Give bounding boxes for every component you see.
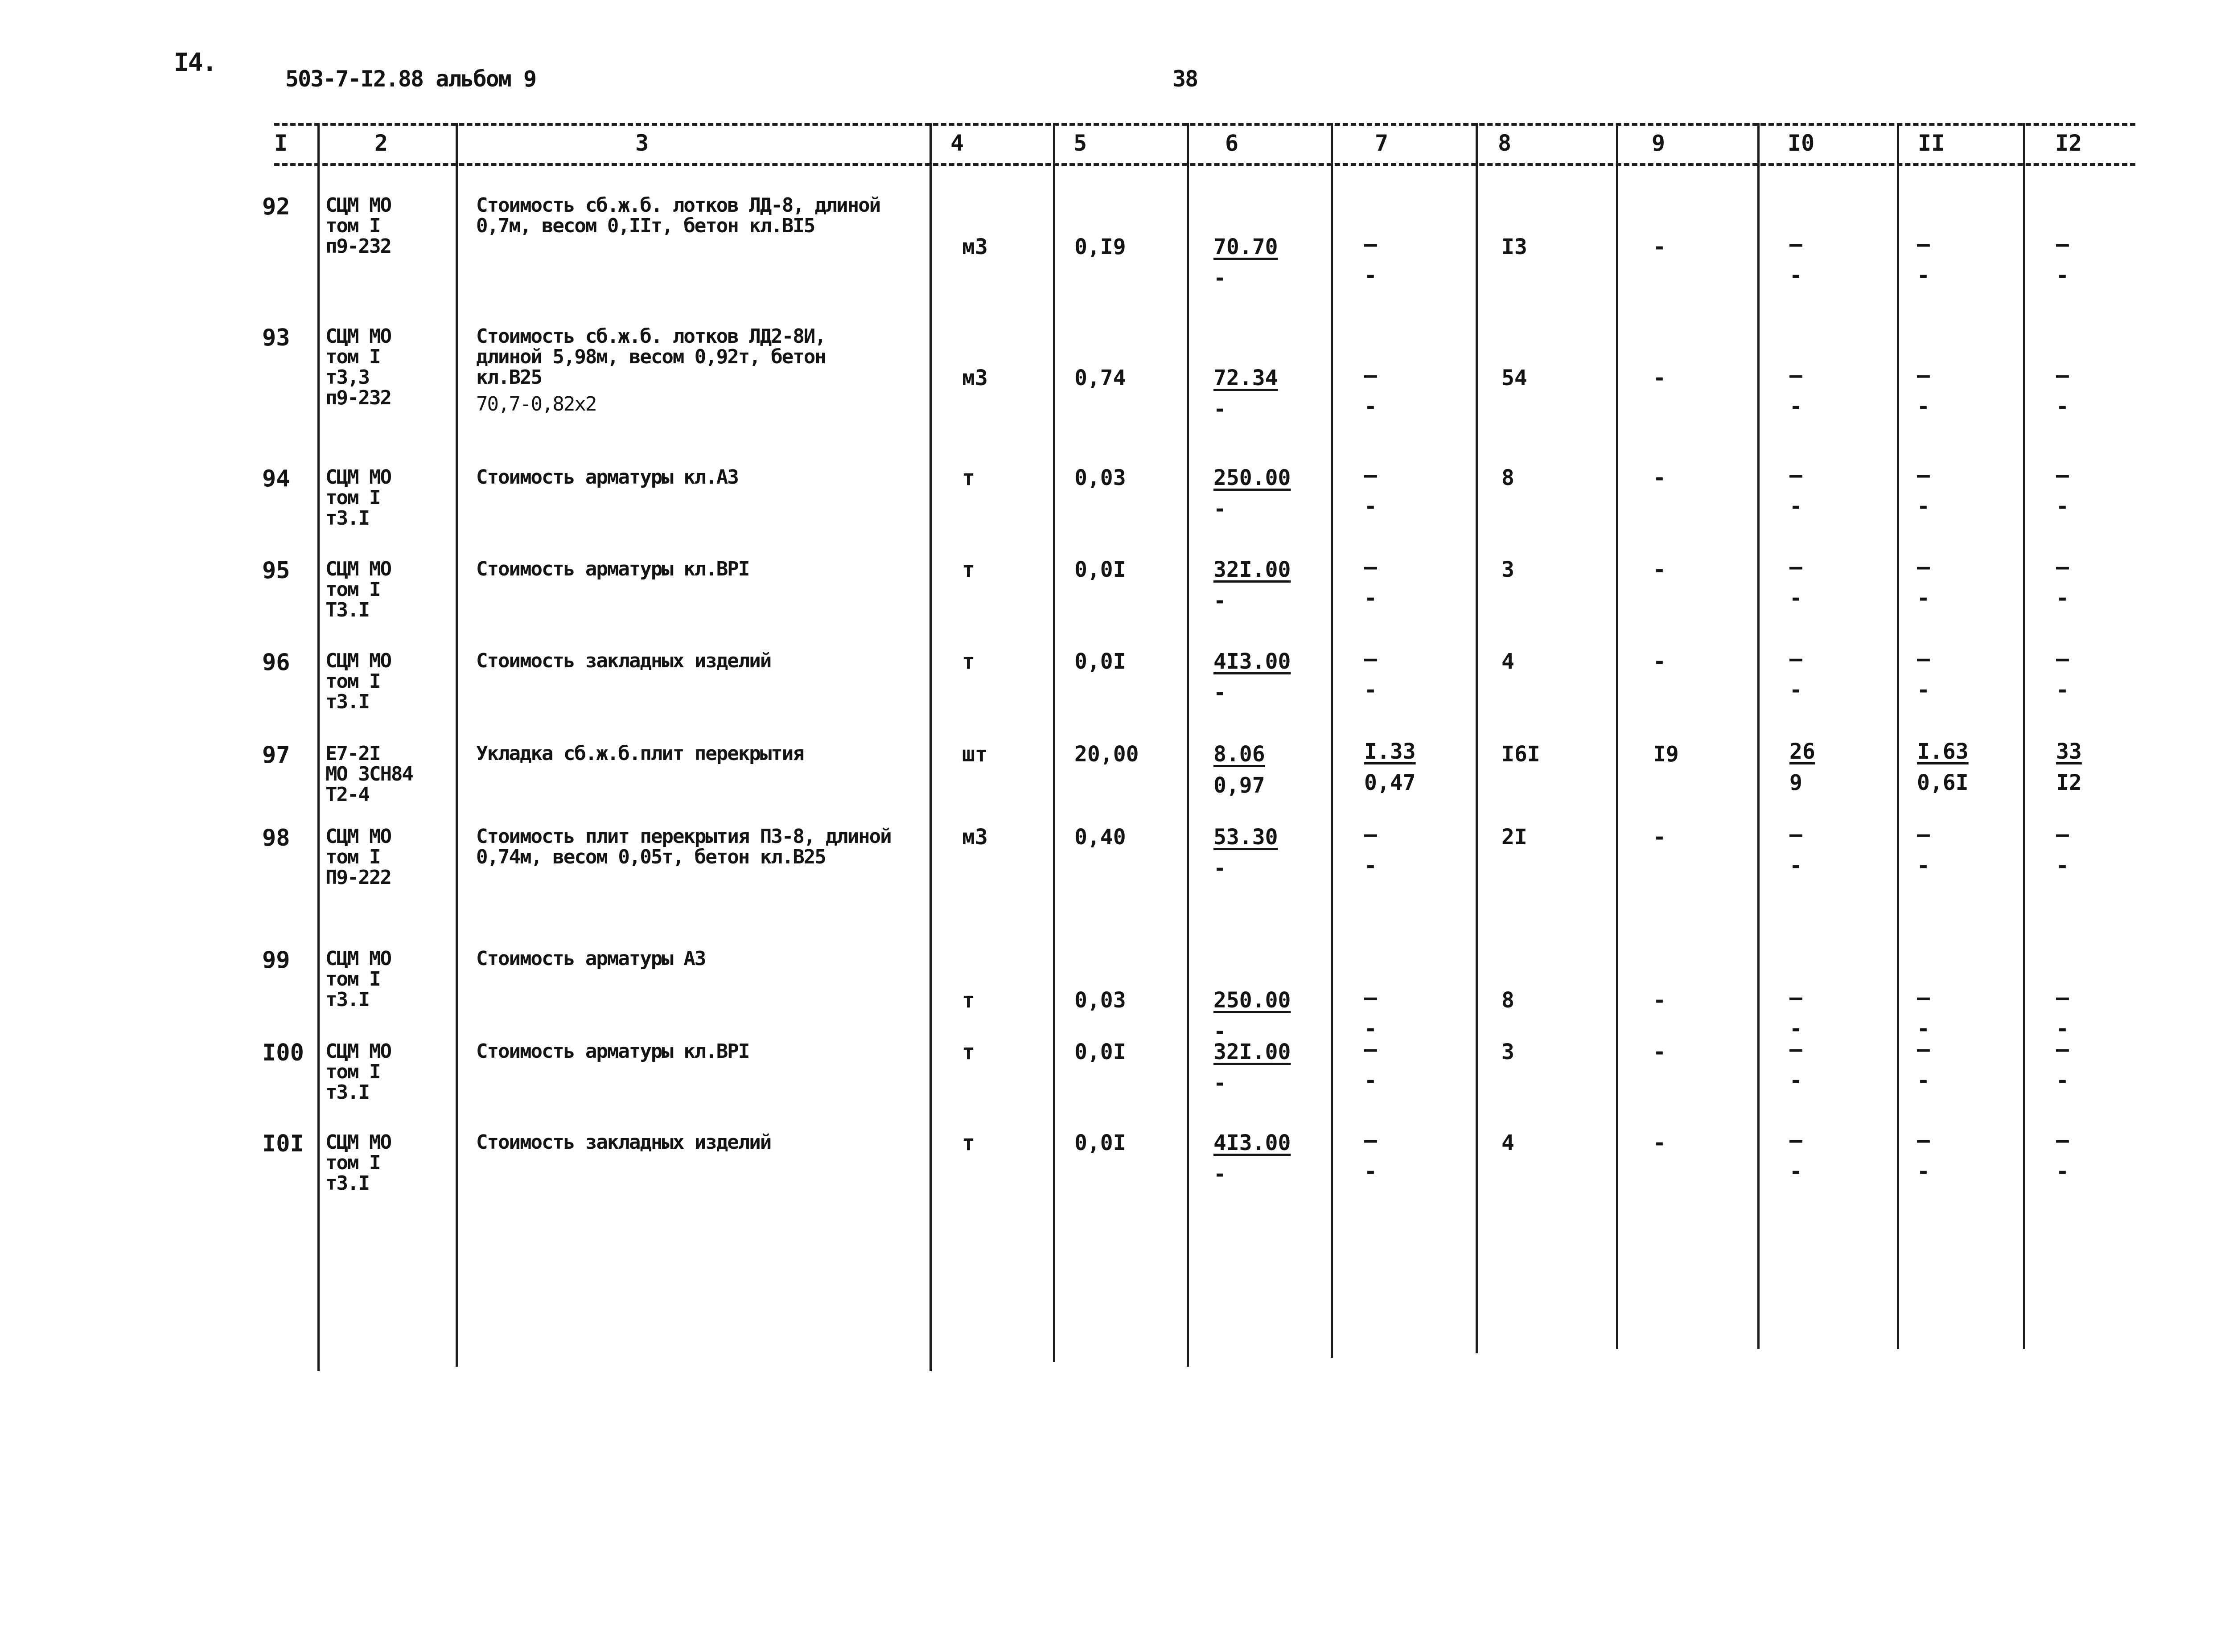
row-col8: 4	[1501, 1130, 1514, 1155]
row-col10-top: –	[1789, 463, 1802, 488]
row-col12-bottom: -	[2056, 853, 2069, 878]
column-divider	[1616, 123, 1618, 1349]
row-col11-top: –	[1917, 363, 1930, 388]
row-quantity: 0,03	[1074, 988, 1126, 1013]
row-col12-top: 33	[2056, 739, 2082, 764]
row-col8: I3	[1501, 234, 1527, 259]
row-code: СЦМ МО том I т3,3 п9-232	[325, 325, 391, 409]
cost-direct-top: 250.00	[1213, 988, 1291, 1013]
row-col11-top: I.63	[1917, 739, 1969, 764]
cost-direct-top: 32I.00	[1213, 557, 1291, 582]
row-description-text: Стоимость арматуры кл.BPI	[476, 558, 749, 580]
cost-direct-bottom: -	[1213, 856, 1226, 881]
cost-machines-bottom: -	[1364, 586, 1377, 611]
row-col9: -	[1653, 557, 1666, 582]
cost-direct-bottom: -	[1213, 588, 1226, 613]
row-col10	[1789, 1128, 1802, 1184]
row-col12-top: –	[2056, 1037, 2069, 1062]
cost-direct-top: 4I3.00	[1213, 649, 1291, 674]
row-col12-bottom: -	[2056, 1016, 2069, 1041]
cost-direct	[1213, 988, 1291, 1044]
row-col11-bottom: -	[1917, 494, 1930, 519]
row-description	[476, 826, 895, 867]
row-col11	[1917, 463, 1930, 519]
cost-direct-top: 8.06	[1213, 742, 1265, 767]
row-number: 94	[262, 465, 290, 492]
row-col11-bottom: -	[1917, 586, 1930, 611]
row-number: 92	[262, 193, 290, 220]
cost-machines	[1364, 1037, 1377, 1093]
cost-direct-bottom: -	[1213, 397, 1226, 422]
row-unit: т	[962, 1040, 975, 1064]
row-col12-top: –	[2056, 232, 2069, 257]
row-code: СЦМ МО том I т3.I	[325, 1131, 391, 1195]
cost-direct-bottom: -	[1213, 1019, 1226, 1044]
cost-machines	[1364, 739, 1416, 795]
cost-direct	[1213, 465, 1291, 522]
row-number: 95	[262, 557, 290, 584]
cost-machines-bottom: -	[1364, 494, 1377, 519]
column-divider	[1053, 123, 1055, 1362]
row-description	[476, 559, 895, 579]
cost-machines-top: –	[1364, 555, 1377, 579]
row-col11-top: –	[1917, 646, 1930, 671]
row-quantity: 20,00	[1074, 742, 1139, 767]
cost-machines-bottom: -	[1364, 1159, 1377, 1184]
row-col9: -	[1653, 366, 1666, 390]
row-number: 97	[262, 742, 290, 768]
row-col11	[1917, 739, 1969, 795]
table-header-border	[274, 163, 2135, 166]
row-quantity: 0,0I	[1074, 1040, 1126, 1064]
column-header-11: II	[1918, 130, 1945, 156]
row-col12-top: –	[2056, 646, 2069, 671]
row-description	[476, 744, 895, 764]
row-col12	[2056, 232, 2069, 288]
row-description	[476, 467, 895, 488]
cost-direct-bottom: -	[1213, 680, 1226, 705]
column-divider	[1897, 123, 1899, 1349]
cost-direct	[1213, 825, 1278, 881]
row-col11-bottom: -	[1917, 1159, 1930, 1184]
row-col12-top: –	[2056, 555, 2069, 579]
row-quantity: 0,0I	[1074, 649, 1126, 674]
cost-machines-top: –	[1364, 363, 1377, 388]
row-unit: м3	[962, 234, 988, 259]
row-description	[476, 326, 895, 415]
row-col10-top: –	[1789, 822, 1802, 847]
row-col9: -	[1653, 988, 1666, 1013]
row-code: СЦМ МО том I п9-232	[325, 194, 391, 258]
column-divider	[1187, 123, 1189, 1367]
cost-direct-top: 53.30	[1213, 825, 1278, 850]
row-description	[476, 1132, 895, 1153]
row-unit: м3	[962, 825, 988, 850]
cost-direct-top: 250.00	[1213, 465, 1291, 490]
row-col10	[1789, 232, 1802, 288]
row-col10-bottom: -	[1789, 1159, 1802, 1184]
column-header-6: 6	[1225, 130, 1239, 156]
row-col12-bottom: I2	[2056, 770, 2082, 795]
row-col12	[2056, 463, 2069, 519]
page-corner-number: I4.	[174, 48, 217, 77]
cost-machines-top: –	[1364, 985, 1377, 1010]
row-col8: 3	[1501, 1040, 1514, 1064]
row-col10-bottom: -	[1789, 853, 1802, 878]
row-col12	[2056, 739, 2082, 795]
row-col10-bottom: -	[1789, 494, 1802, 519]
row-col11-bottom: -	[1917, 678, 1930, 703]
cost-machines	[1364, 1128, 1377, 1184]
row-col12	[2056, 985, 2069, 1041]
row-col10-bottom: -	[1789, 586, 1802, 611]
row-description-text: Стоимость плит перекрытия П3-8, длиной 0,74м, весом 0,05т, бетон кл.B25	[476, 825, 891, 868]
row-col12-bottom: -	[2056, 263, 2069, 288]
row-quantity: 0,0I	[1074, 1130, 1126, 1155]
row-description-text: Стоимость закладных изделий	[476, 1131, 771, 1154]
column-header-5: 5	[1073, 130, 1087, 156]
row-col10	[1789, 646, 1802, 703]
row-col10	[1789, 363, 1802, 419]
row-col8: 8	[1501, 988, 1514, 1013]
column-divider	[1476, 123, 1478, 1353]
cost-direct	[1213, 557, 1291, 613]
column-header-2: 2	[374, 130, 388, 156]
row-col12-top: –	[2056, 1128, 2069, 1153]
row-code: СЦМ МО том I т3.I	[325, 649, 391, 713]
row-number: I0I	[262, 1130, 304, 1157]
cost-machines-top: –	[1364, 1037, 1377, 1062]
column-divider	[929, 123, 932, 1371]
row-col12-bottom: -	[2056, 494, 2069, 519]
row-unit: т	[962, 465, 975, 490]
cost-direct	[1213, 234, 1278, 291]
column-header-4: 4	[950, 130, 964, 156]
row-unit: т	[962, 988, 975, 1013]
row-number: 98	[262, 825, 290, 851]
row-code: СЦМ МО том I т3.I	[325, 466, 391, 530]
row-col10-top: –	[1789, 1128, 1802, 1153]
cost-machines-bottom: -	[1364, 263, 1377, 288]
row-col10-bottom: -	[1789, 263, 1802, 288]
row-col12-bottom: -	[2056, 1159, 2069, 1184]
row-col11	[1917, 985, 1930, 1041]
row-col10	[1789, 1037, 1802, 1093]
row-col8: 54	[1501, 366, 1527, 390]
row-number: 99	[262, 947, 290, 974]
row-unit: шт	[962, 742, 988, 767]
cost-machines-top: –	[1364, 232, 1377, 257]
row-code: Е7-2I МО ЗСН84 Т2-4	[325, 742, 413, 806]
row-col8: 3	[1501, 557, 1514, 582]
row-quantity: 0,74	[1074, 366, 1126, 390]
row-col9: -	[1653, 465, 1666, 490]
cost-direct-bottom: -	[1213, 266, 1226, 291]
row-number: 93	[262, 325, 290, 351]
row-col9: -	[1653, 1040, 1666, 1064]
cost-direct-bottom: -	[1213, 1071, 1226, 1096]
row-description	[476, 949, 895, 969]
row-col12	[2056, 646, 2069, 703]
row-col10-bottom: 9	[1789, 770, 1802, 795]
column-header-10: I0	[1788, 130, 1815, 156]
cost-machines	[1364, 232, 1377, 288]
column-divider	[456, 123, 458, 1367]
row-col10-bottom: -	[1789, 394, 1802, 419]
cost-direct	[1213, 649, 1291, 705]
row-col10-top: –	[1789, 555, 1802, 579]
row-col10-top: –	[1789, 985, 1802, 1010]
row-code: СЦМ МО том I Т3.I	[325, 558, 391, 621]
cost-machines-bottom: -	[1364, 853, 1377, 878]
row-col8: 2I	[1501, 825, 1527, 850]
cost-machines-bottom: -	[1364, 1068, 1377, 1093]
row-col10	[1789, 822, 1802, 878]
column-header-8: 8	[1498, 130, 1512, 156]
cost-direct	[1213, 366, 1278, 422]
cost-direct-top: 32I.00	[1213, 1040, 1291, 1064]
document-code: 503-7-I2.88 альбом 9	[285, 66, 536, 92]
row-col11-top: –	[1917, 1128, 1930, 1153]
cost-direct	[1213, 742, 1265, 798]
row-col12-bottom: -	[2056, 394, 2069, 419]
row-col12-bottom: -	[2056, 1068, 2069, 1093]
row-col11	[1917, 822, 1930, 878]
cost-direct-bottom: -	[1213, 497, 1226, 522]
row-col8: I6I	[1501, 742, 1540, 767]
row-col11-top: –	[1917, 232, 1930, 257]
row-col11-top: –	[1917, 555, 1930, 579]
row-quantity: 0,40	[1074, 825, 1126, 850]
row-description	[476, 195, 895, 236]
row-description	[476, 651, 895, 671]
row-col10-top: –	[1789, 232, 1802, 257]
cost-machines-top: I.33	[1364, 739, 1416, 764]
row-unit: т	[962, 557, 975, 582]
row-unit: м3	[962, 366, 988, 390]
row-col10	[1789, 463, 1802, 519]
cost-direct-top: 70.70	[1213, 234, 1278, 259]
row-col12-top: –	[2056, 463, 2069, 488]
row-number: I00	[262, 1040, 304, 1066]
row-col12-top: –	[2056, 985, 2069, 1010]
row-col11	[1917, 1037, 1930, 1093]
row-col9: -	[1653, 1130, 1666, 1155]
row-description-text: Стоимость арматуры кл.BPI	[476, 1040, 749, 1063]
cost-machines	[1364, 555, 1377, 611]
row-col9: I9	[1653, 742, 1679, 767]
row-col12	[2056, 1128, 2069, 1184]
row-col10-top: –	[1789, 363, 1802, 388]
column-header-3: 3	[635, 130, 649, 156]
row-col8: 8	[1501, 465, 1514, 490]
column-divider	[1757, 123, 1760, 1349]
row-col10-bottom: -	[1789, 678, 1802, 703]
row-col10-top: 26	[1789, 739, 1815, 764]
cost-machines	[1364, 363, 1377, 419]
cost-machines-top: –	[1364, 1128, 1377, 1153]
row-col12	[2056, 555, 2069, 611]
row-col9: -	[1653, 234, 1666, 259]
page-number: 38	[1172, 66, 1198, 92]
row-col11-bottom: -	[1917, 853, 1930, 878]
row-unit: т	[962, 1130, 975, 1155]
row-col11-top: –	[1917, 1037, 1930, 1062]
row-col10	[1789, 985, 1802, 1041]
row-col11-top: –	[1917, 822, 1930, 847]
row-col9: -	[1653, 825, 1666, 850]
row-col10	[1789, 739, 1815, 795]
row-description-text: Стоимость закладных изделий	[476, 649, 771, 672]
row-unit: т	[962, 649, 975, 674]
row-col10	[1789, 555, 1802, 611]
table-top-border	[274, 123, 2135, 126]
cost-machines	[1364, 463, 1377, 519]
cost-direct-bottom: -	[1213, 1162, 1226, 1187]
column-divider	[2023, 123, 2025, 1349]
cost-machines-top: –	[1364, 822, 1377, 847]
row-description-text: Стоимость арматуры кл.A3	[476, 466, 738, 489]
row-col11-bottom: -	[1917, 1016, 1930, 1041]
cost-direct	[1213, 1130, 1291, 1187]
row-quantity: 0,I9	[1074, 234, 1126, 259]
row-col11	[1917, 646, 1930, 703]
cost-machines-bottom: -	[1364, 678, 1377, 703]
row-description	[476, 1041, 895, 1062]
row-col8: 4	[1501, 649, 1514, 674]
row-quantity: 0,03	[1074, 465, 1126, 490]
row-col11-bottom: -	[1917, 1068, 1930, 1093]
row-col11-top: –	[1917, 463, 1930, 488]
row-col12-bottom: -	[2056, 586, 2069, 611]
column-divider	[1331, 123, 1333, 1358]
row-col11-top: –	[1917, 985, 1930, 1010]
cost-machines-bottom: 0,47	[1364, 770, 1416, 795]
row-col11	[1917, 232, 1930, 288]
row-code: СЦМ МО том I т3.I	[325, 947, 391, 1011]
row-description-text: Укладка сб.ж.б.плит перекрытия	[476, 742, 804, 765]
cost-machines-bottom: -	[1364, 1016, 1377, 1041]
cost-machines-bottom: -	[1364, 394, 1377, 419]
row-col12	[2056, 363, 2069, 419]
column-header-1: I	[274, 130, 288, 156]
column-header-9: 9	[1652, 130, 1666, 156]
row-col12	[2056, 822, 2069, 878]
column-header-7: 7	[1375, 130, 1389, 156]
cost-machines-top: –	[1364, 463, 1377, 488]
cost-direct-bottom: 0,97	[1213, 773, 1265, 798]
cost-direct-top: 72.34	[1213, 366, 1278, 390]
row-description-text: Стоимость арматуры A3	[476, 947, 706, 970]
cost-machines	[1364, 646, 1377, 703]
row-description-text: Стоимость сб.ж.б. лотков ЛД2-8И, длиной 5,98м, весом 0,92т, бетон кл.B25	[476, 325, 826, 389]
cost-machines	[1364, 822, 1377, 878]
row-description-formula: 70,7-0,82x2	[476, 393, 596, 415]
row-code: СЦМ МО том I т3.I	[325, 1040, 391, 1104]
row-col12-top: –	[2056, 363, 2069, 388]
row-col10-top: –	[1789, 1037, 1802, 1062]
row-col11	[1917, 363, 1930, 419]
row-col9: -	[1653, 649, 1666, 674]
row-number: 96	[262, 649, 290, 676]
column-header-12: I2	[2055, 130, 2082, 156]
row-col12	[2056, 1037, 2069, 1093]
row-col11-bottom: 0,6I	[1917, 770, 1969, 795]
row-col10-top: –	[1789, 646, 1802, 671]
row-col10-bottom: -	[1789, 1068, 1802, 1093]
cost-direct-top: 4I3.00	[1213, 1130, 1291, 1155]
row-col10-bottom: -	[1789, 1016, 1802, 1041]
cost-direct	[1213, 1040, 1291, 1096]
row-col12-bottom: -	[2056, 678, 2069, 703]
row-col11-bottom: -	[1917, 394, 1930, 419]
cost-machines-top: –	[1364, 646, 1377, 671]
row-code: СЦМ МО том I П9-222	[325, 825, 391, 889]
row-col11	[1917, 555, 1930, 611]
row-description-text: Стоимость сб.ж.б. лотков ЛД-8, длиной 0,7м, весом 0,IIт, бетон кл.BI5	[476, 194, 880, 237]
cost-machines	[1364, 985, 1377, 1041]
row-col11	[1917, 1128, 1930, 1184]
column-divider	[317, 123, 320, 1371]
row-quantity: 0,0I	[1074, 557, 1126, 582]
row-col12-top: –	[2056, 822, 2069, 847]
row-col11-bottom: -	[1917, 263, 1930, 288]
